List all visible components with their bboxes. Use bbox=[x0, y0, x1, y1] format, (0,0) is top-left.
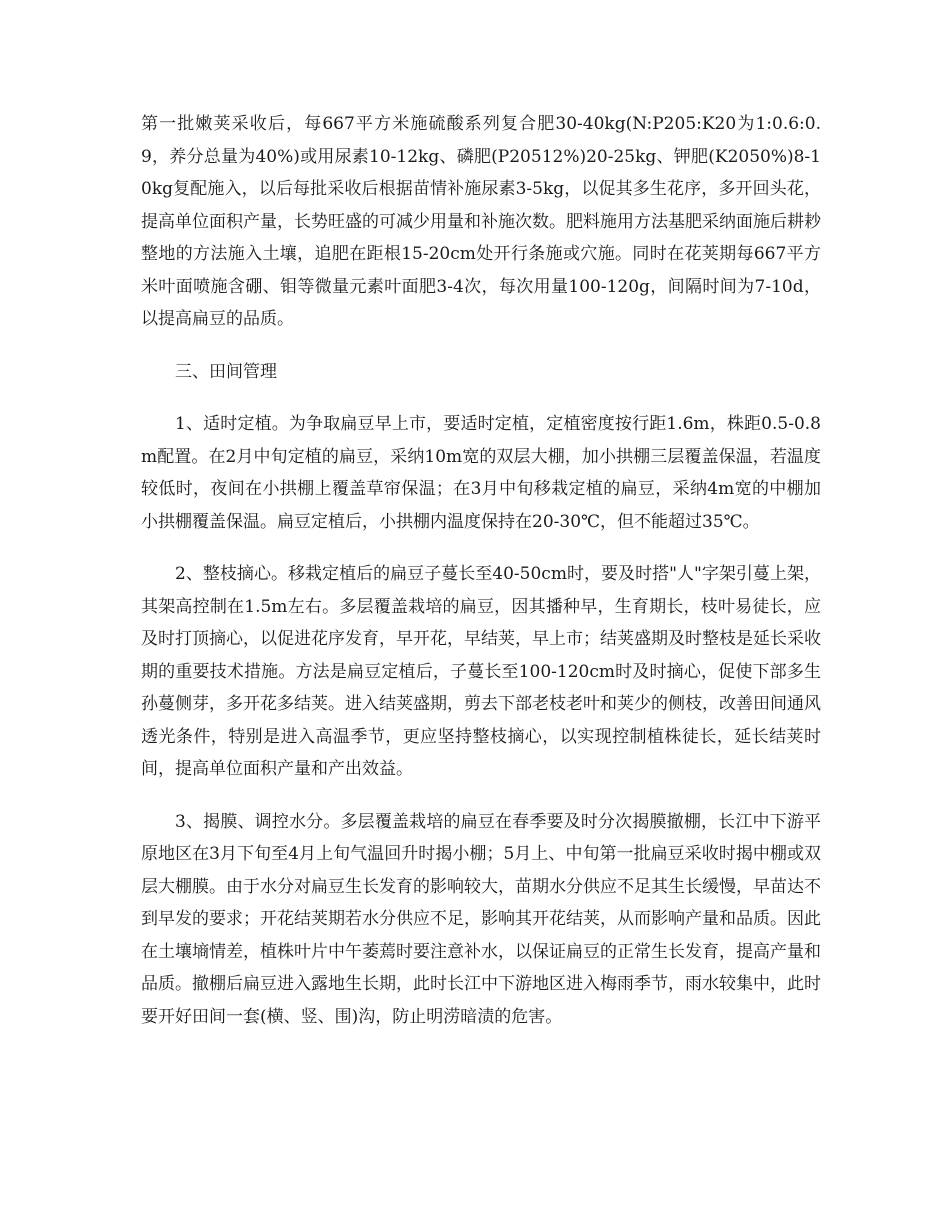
paragraph-film-water: 3、揭膜、调控水分。多层覆盖栽培的扁豆在春季要及时分次揭膜撤棚，长江中下游平原地区在3月下旬至4月上旬气温回升时揭小棚；5月上、中旬第一批扁豆采收时揭中棚或双层大棚膜。由于水分对扁豆生长发育的影响较大，苗期水分供应不足其生长缓慢，早苗达不到早发的要求；开花结荚期若水分供应不足，影响其开花结荚，从而影响产量和品质。因此在土壤墒情差，植株叶片中午萎蔫时要注意补水，以保证扁豆的正常生长发育，提高产量和品质。撤棚后扁豆进入露地生长期，此时长江中下游地区进入梅雨季节，雨水较集中，此时要开好田间一套(横、竖、围)沟，防止明涝暗渍的危害。 bbox=[141, 811, 821, 1027]
section-heading-field-management: 三、田间管理 bbox=[175, 361, 277, 382]
document-body bbox=[141, 108, 821, 1053]
paragraph-pruning: 2、整枝摘心。移栽定植后的扁豆子蔓长至40-50cm时，要及时搭"人"字架引蔓上架，其架高控制在1.5m左右。多层覆盖栽培的扁豆，因其播种早，生育期长，枝叶易徒长，应及时打顶摘心，以促进花序发育，早开花，早结荚，早上市；结荚盛期及时整枝是延长采收期的重要技术措施。方法是扁豆定植后，子蔓长至100-120cm时及时摘心，促使下部多生孙蔓侧芽，多开花多结荚。进入结荚盛期，剪去下部老枝老叶和荚少的侧枝，改善田间通风透光条件，特别是进入高温季节，更应坚持整枝摘心，以实现控制植株徒长，延长结荚时间，提高单位面积产量和产出效益。 bbox=[141, 564, 821, 779]
paragraph-fertilizer: 第一批嫩荚采收后，每667平方米施硫酸系列复合肥30-40kg(N:P205:K20为1:0.6:0.9，养分总量为40%)或用尿素10-12kg、磷肥(P20512%)20-25kg、钾肥(K2050%)8-10kg复配施入，以后每批采收后根据苗情补施尿素3-5kg，以促其多生花序，多开回头花，提高单位面积产量，长势旺盛的可减少用量和补施次数。肥料施用方法基肥采纳面施后耕耖整地的方法施入土壤，追肥在距根15-20cm处开行条施或穴施。同时在花荚期每667平方米叶面喷施含硼、钼等微量元素叶面肥3-4次，每次用量100-120g，间隔时间为7-10d，以提高扁豆的品质。 bbox=[141, 114, 821, 329]
paragraph-timely-planting: 1、适时定植。为争取扁豆早上市，要适时定植，定植密度按行距1.6m，株距0.5-0.8m配置。在2月中旬定植的扁豆，采纳10m宽的双层大棚，加小拱棚三层覆盖保温，若温度较低时，夜间在小拱棚上覆盖草帘保温；在3月中旬移栽定植的扁豆，采纳4m宽的中棚加小拱棚覆盖保温。扁豆定植后，小拱棚内温度保持在20-30℃，但不能超过35℃。 bbox=[141, 414, 821, 532]
